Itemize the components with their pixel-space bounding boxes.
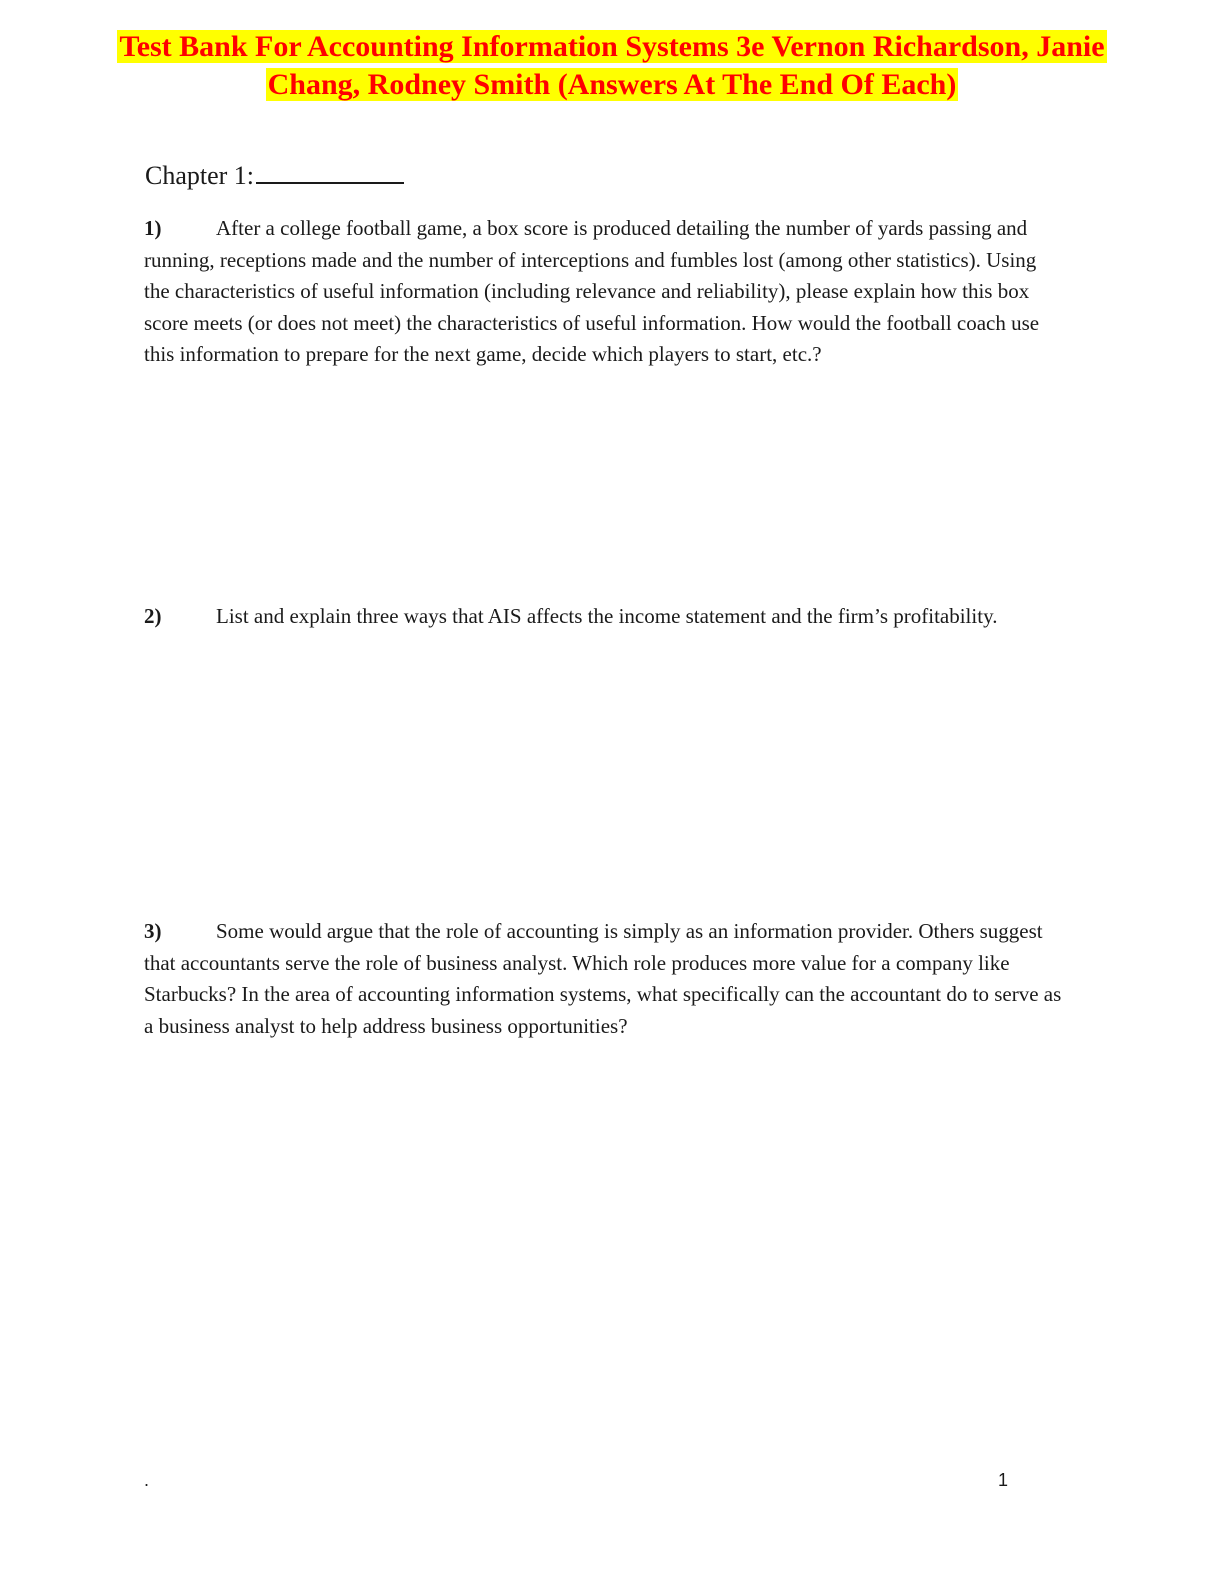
question-3: [144, 916, 1064, 1042]
title-line-2: Chang, Rodney Smith (Answers At The End Of Each): [267, 68, 957, 101]
question-number: 2): [144, 604, 162, 628]
chapter-heading: [145, 156, 404, 193]
question-text: After a college football game, a box score is produced detailing the number of yards passing and running, receptions made and the number of interceptions and fumbles lost (among other statistics). Using the characteristics of useful information (including relevance and reliability), please explain how this box score meets (or does not meet) the characteristics of useful information. How would the football coach use this information to prepare for the next game, decide which players to start, etc.?: [144, 216, 1040, 366]
chapter-blank-line: [256, 156, 404, 184]
page-number: 1: [998, 1470, 1009, 1490]
chapter-label: Chapter 1:: [145, 161, 255, 190]
question-number: 3): [144, 919, 162, 943]
document-title: [60, 28, 1164, 104]
question-text: List and explain three ways that AIS affects the income statement and the firm’s profitability.: [216, 604, 998, 628]
footer-dot: .: [144, 1470, 150, 1490]
question-2: [144, 601, 1064, 633]
question-number: 1): [144, 216, 162, 240]
title-line-1: Test Bank For Accounting Information Systems 3e Vernon Richardson, Janie: [119, 30, 1105, 63]
question-1: [144, 213, 1064, 371]
question-text: Some would argue that the role of accounting is simply as an information provider. Others suggest that accountants serve the role of business analyst. Which role produces more value for a company like Starbucks? In the area of accounting information systems, what specifically can the accountant do to serve as a business analyst to help address business opportunities?: [144, 919, 1062, 1038]
